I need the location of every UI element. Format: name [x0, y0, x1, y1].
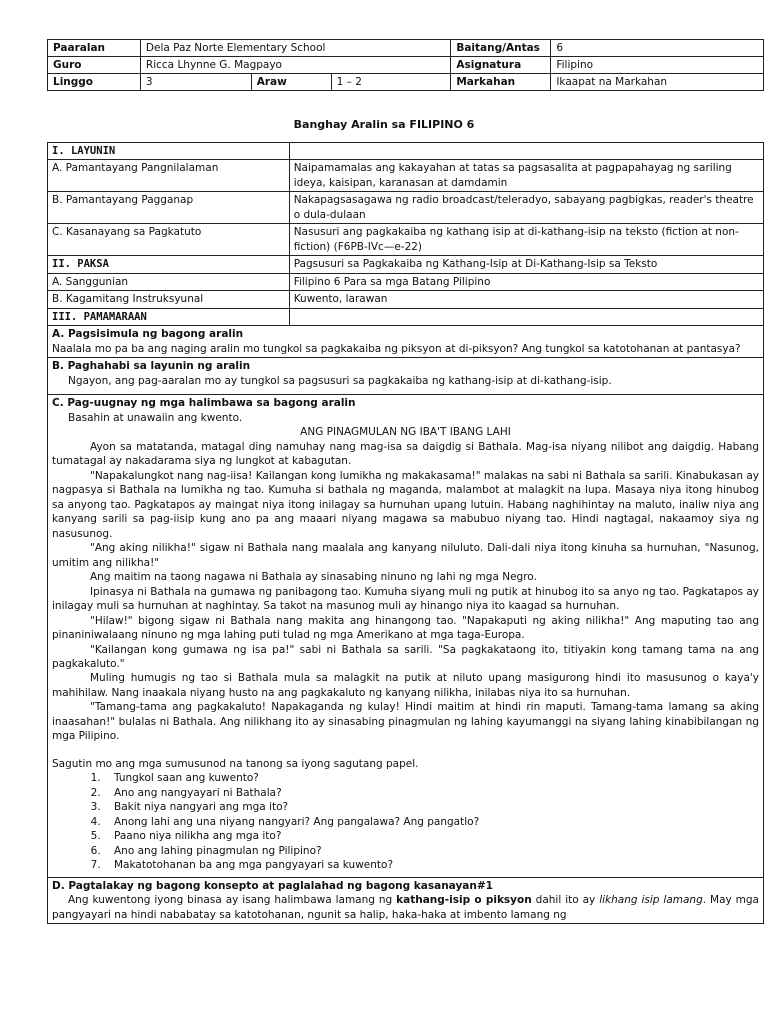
baitang-value: 6: [551, 40, 764, 57]
layunin-heading: I. LAYUNIN: [48, 143, 290, 160]
question-item: 5. Paano niya nilikha ang mga ito?: [104, 829, 759, 843]
section-a-heading: A. Pagsisimula ng bagong aralin: [52, 328, 244, 341]
section-c-row: [48, 395, 764, 878]
layunin-value: Nasusuri ang pagkakaiba ng kathang isip at di-kathang-isip na teksto (fiction at non-fiction) (F6PB-IVc—e-22): [289, 224, 763, 256]
section-c-intro: Basahin at unawaiin ang kwento.: [68, 411, 243, 424]
section-c-heading: C. Pag-uugnay ng mga halimbawa sa bagong aralin: [52, 397, 356, 410]
paksa-value: Pagsusuri sa Pagkakaiba ng Kathang-Isip at Di-Kathang-Isip sa Teksto: [289, 256, 763, 273]
kagamitan-value: Kuwento, larawan: [289, 291, 763, 308]
questions-list: [104, 771, 759, 872]
asignatura-value: Filipino: [551, 57, 764, 74]
header-table: [47, 39, 764, 91]
sanggunian-row: [48, 273, 764, 290]
markahan-label: Markahan: [451, 74, 551, 91]
question-item: 6. Ano ang lahing pinagmulan ng Pilipino?: [104, 844, 759, 858]
araw-value: 1 – 2: [331, 74, 451, 91]
baitang-label: Baitang/Antas: [451, 40, 551, 57]
story-paragraph: "Kailangan kong gumawa ng isa pa!" sabi ni Bathala sa sarili. "Sa pagkakataong ito, titiyakin kong tamang tama na ang pagkakaluto.": [52, 643, 759, 670]
layunin-value: Nakapagsasagawa ng radio broadcast/teleradyo, sabayang pagbigkas, reader's theatre o dula-dulaan: [289, 192, 763, 224]
kagamitan-label: B. Kagamitang Instruksyunal: [48, 291, 290, 308]
layunin-row: [48, 192, 764, 224]
linggo-label: Linggo: [48, 74, 141, 91]
question-item: 7. Makatotohanan ba ang mga pangyayari sa kuwento?: [104, 858, 759, 872]
section-a-text: Naalala mo pa ba ang naging aralin mo tungkol sa pagkakaiba ng piksyon at di-piksyon? Ang tungkol sa katotohanan at pantasya?: [52, 342, 741, 355]
question-item: 1. Tungkol saan ang kuwento?: [104, 771, 759, 785]
paksa-heading-row: [48, 256, 764, 273]
questions-intro: Sagutin mo ang mga sumusunod na tanong sa iyong sagutang papel.: [52, 757, 419, 770]
kagamitan-row: [48, 291, 764, 308]
story-paragraph: Muling humugis ng tao si Bathala mula sa malagkit na putik at niluto upang masigurong hindi ito masusunog o kaya'y mahihilaw. Nang inaakala niyang husto na ang pagkakaluto ng kanyang nilikha, inilabas niya ito sa hurnuhan.: [52, 672, 759, 699]
story-paragraph: "Ang aking nilikha!" sigaw ni Bathala nang maalala ang kanyang niluluto. Dali-dali niya itong kinuha sa hurnuhan, "Nasunog, umitim ang nilikha!": [52, 542, 759, 569]
section-b-text: Ngayon, ang pag-aaralan mo ay tungkol sa pagsusuri sa pagkakaiba ng kathang-isip at di-kathang-isip.: [68, 374, 612, 387]
header-row-paaralan: [48, 40, 764, 57]
header-row-guro: [48, 57, 764, 74]
sanggunian-value: Filipino 6 Para sa mga Batang Pilipino: [289, 273, 763, 290]
document-title: Banghay Aralin sa FILIPINO 6: [293, 118, 475, 131]
layunin-label: A. Pamantayang Pangnilalaman: [48, 160, 290, 192]
layunin-row: [48, 224, 764, 256]
story-paragraph: Ang maitim na taong nagawa ni Bathala ay sinasabing ninuno ng lahi ng mga Negro.: [90, 571, 537, 584]
pamamaraan-heading: III. PAMAMARAAN: [48, 308, 290, 325]
section-b-heading: B. Paghahabi sa layunin ng aralin: [52, 360, 251, 373]
linggo-value: 3: [140, 74, 251, 91]
araw-label: Araw: [251, 74, 331, 91]
question-item: 4. Anong lahi ang una niyang nangyari? Ang pangalawa? Ang pangatlo?: [104, 815, 759, 829]
pamamaraan-heading-row: [48, 308, 764, 325]
layunin-label: C. Kasanayang sa Pagkatuto: [48, 224, 290, 256]
story-paragraph: Ipinasya ni Bathala na gumawa ng panibagong tao. Kumuha siyang muli ng putik at hinubog ito sa anyo ng tao. Pagkatapos ay inilagay muli sa hurnuhan at naghintay. Sa takot na masunog muli ay hinango niya ito kaagad sa hurnuhan.: [52, 585, 759, 613]
section-d-heading: D. Pagtalakay ng bagong konsepto at paglalahad ng bagong kasanayan#1: [52, 879, 493, 892]
story-paragraph: Ayon sa matatanda, matagal ding namuhay nang mag-isa sa daigdig si Bathala. Mag-isa niyang nilibot ang daigdig. Habang tumatagal ay nakadarama siya ng lungkot at kabagutan.: [52, 440, 759, 468]
sanggunian-label: A. Sanggunian: [48, 273, 290, 290]
story-paragraph: "Napakalungkot nang nag-iisa! Kailangan kong lumikha ng makakasama!" malakas na sabi ni Bathala sa sarili. Kinabukasan ay nagpasya si Bathala na lumikha ng tao. Kumuha si bathala ng maganda, malambot at malagkit na lupa. Masaya niya itong hinubog sa anyong tao. Pagkatapos ay maingat niya itong inilagay sa hurnuhan upang lutuin. Habang naghihintay na maluto, inaliw niya ang kanyang sarili sa pag-iisip kung ano pa ang maaari niyang magawa sa mabubuo niyang tao. Hindi nagtagal, nakaamoy siya ng nasusunog.: [52, 469, 759, 540]
paaralan-value: Dela Paz Norte Elementary School: [140, 40, 450, 57]
markahan-value: Ikaapat na Markahan: [551, 74, 764, 91]
section-b-row: [48, 358, 764, 395]
layunin-row: [48, 160, 764, 192]
lesson-table: [47, 142, 764, 924]
story-title: ANG PINAGMULAN NG IBA'T IBANG LAHI: [300, 426, 511, 439]
guro-label: Guro: [48, 57, 141, 74]
section-d-row: [48, 877, 764, 923]
section-d-text: Ang kuwentong iyong binasa ay isang halimbawa lamang ng kathang-isip o piksyon dahil ito ay likhang isip lamang. May mga pangyayari na hindi nababatay sa katotohanan, ngunit sa halip, haka-haka at imbento lamang ng: [52, 894, 759, 921]
layunin-heading-row: [48, 143, 764, 160]
section-a-row: [48, 326, 764, 358]
question-item: 3. Bakit niya nangyari ang mga ito?: [104, 800, 759, 814]
guro-value: Ricca Lhynne G. Magpayo: [140, 57, 450, 74]
layunin-value: Naipamamalas ang kakayahan at tatas sa pagsasalita at pagpapahayag ng sariling ideya, kaisipan, karanasan at damdamin: [289, 160, 763, 192]
question-item: 2. Ano ang nangyayari ni Bathala?: [104, 786, 759, 800]
story-paragraph: "Tamang-tama ang pagkakaluto! Napakaganda ng kulay! Hindi maitim at hindi rin maputi. Tamang-tama lamang sa aking inaasahan!" bulalas ni Bathala. Ang nilikhang ito ay sinasabing pinagmulan ng lahing kayumanggi na siyang lahing kinabibilangan ng mga Pilipino.: [52, 701, 759, 743]
asignatura-label: Asignatura: [451, 57, 551, 74]
paaralan-label: Paaralan: [48, 40, 141, 57]
paksa-heading: II. PAKSA: [48, 256, 290, 273]
header-row-linggo: [48, 74, 764, 91]
layunin-label: B. Pamantayang Pagganap: [48, 192, 290, 224]
story-paragraph: "Hilaw!" bigong sigaw ni Bathala nang makita ang hinangong tao. "Napakaputi ng aking nilikha!" Ang maputing tao ang pinaniniwalaang ninuno ng mga lahing puti tulad ng mga Amerikano at mga taga-Europa.: [52, 614, 759, 642]
